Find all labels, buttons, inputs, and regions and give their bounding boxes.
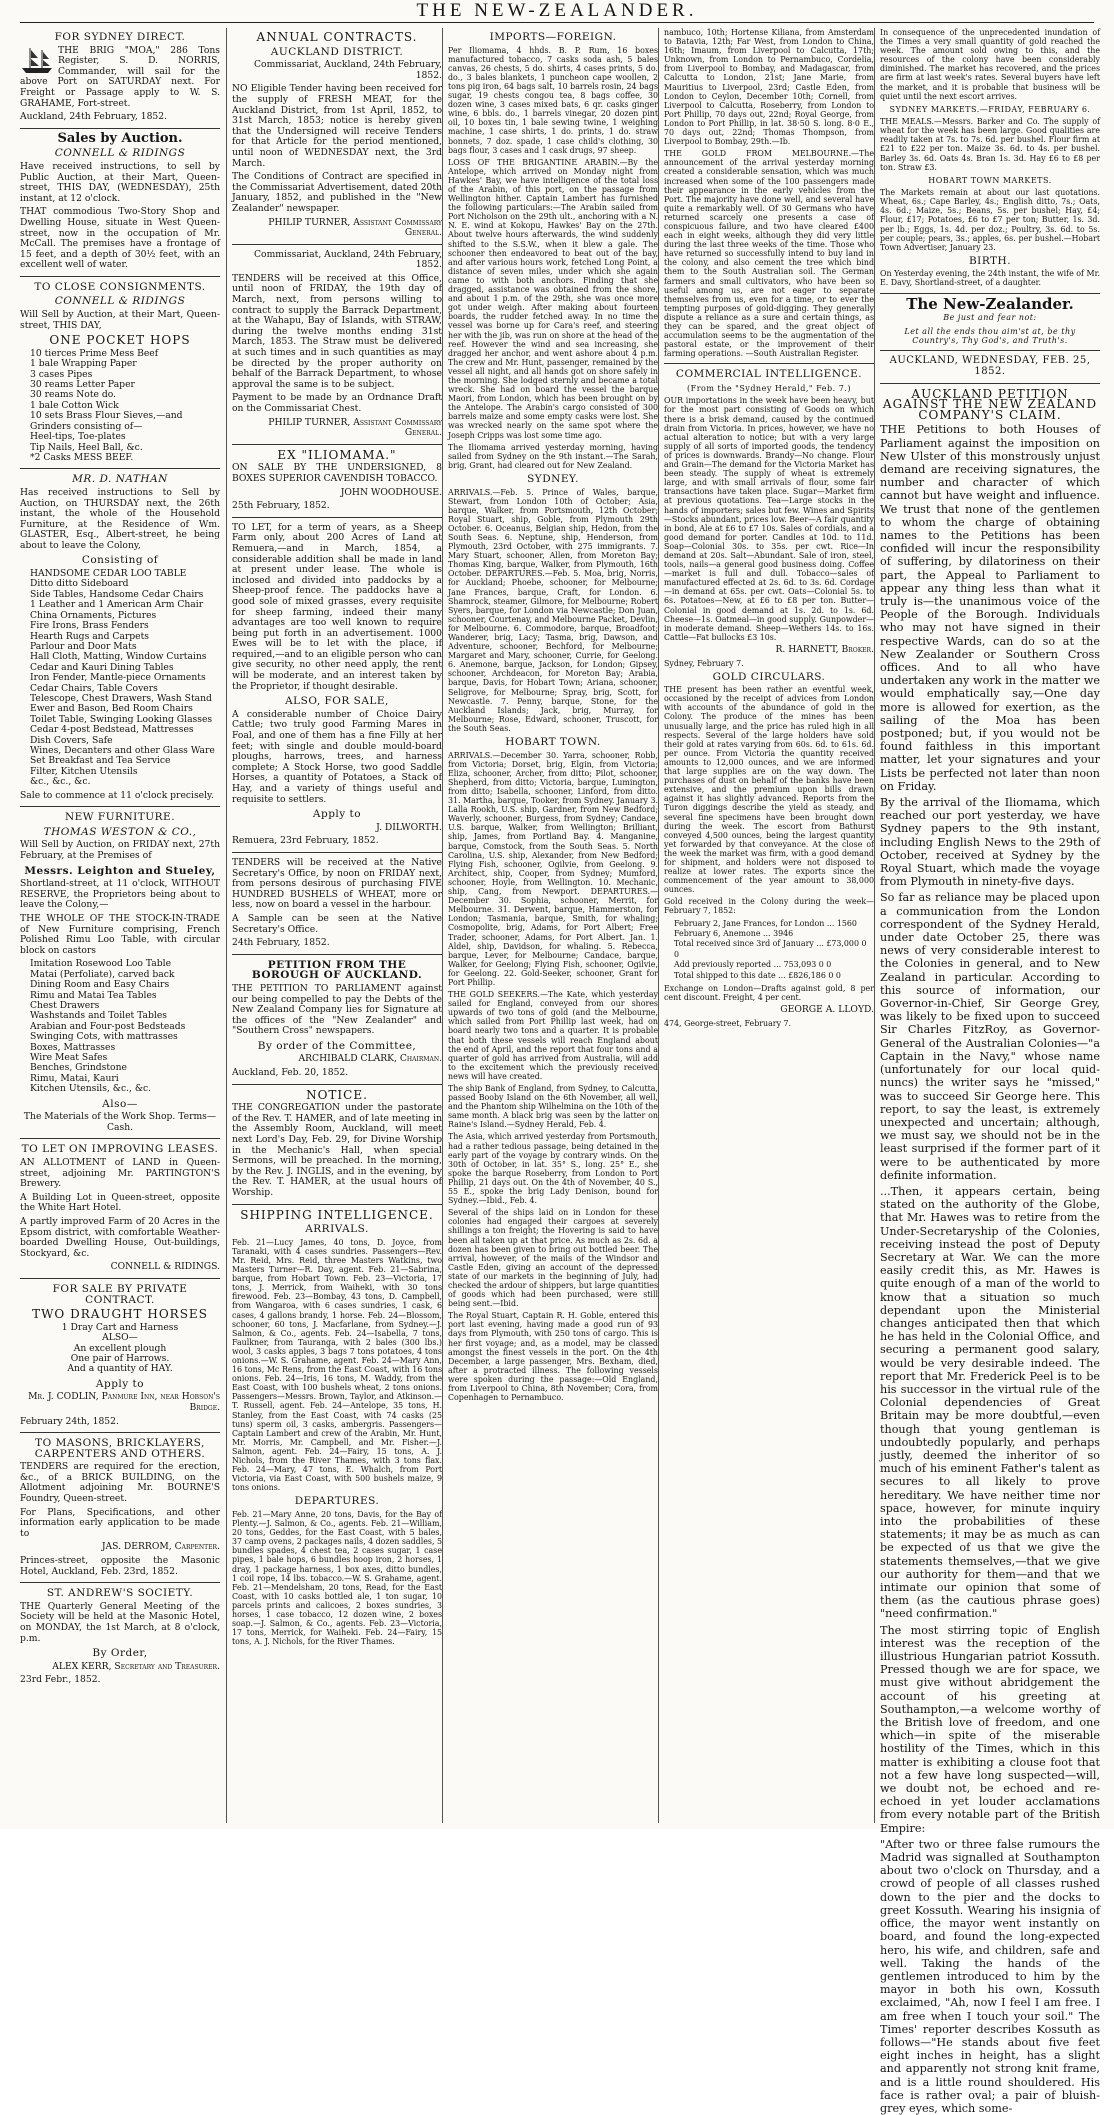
list-item: Toilet Table, Swinging Looking Glasses: [30, 713, 213, 725]
list-item: Fire Irons, Brass Fenders: [30, 620, 149, 632]
column-3: [442, 28, 658, 1823]
list-item: Arabian and Four-post Bedsteads: [30, 1020, 186, 1032]
sydney-heading: SYDNEY.: [527, 472, 579, 485]
tender-text: Payment to be made by an Ordnance Draft on the Commissariat Chest.: [232, 392, 442, 414]
editorial-paragraph: "After two or three false rumours the Madrid was signalled at Southampton about two o'clock on Thursday, and a crowd of people of all classes rushed down to the pier and the docks to greet Kossuth. Wearing his insignia of office, the mayor went instantly on board, and found the long-expected hero, his wife, and children, safe and well. Taking the hands of the gentlemen introduced to him by the mayor in both his own, Kossuth exclaimed, "Ah, now I feel I am free. I am free when I touch your soil." The Times' reporter describes Kossuth as follows—"He stands about five feet eight inches in height, has a slight and apparently not strong knit frame, and is a little round shouldered. His face is rather oval; a pair of bluish-grey eyes, which some-: [880, 1837, 1100, 2115]
departures-text: Feb. 21—Mary Anne, 20 tons, Davis, for the Bay of Plenty.—J. Salmon, & Co., agents. Feb. 21—William, 20 tons, Geddes, for the East Coast, with 5 bales, 37 camp ovens, 2 packages nails, 4 dozen saddles, 5 bundles spades, 4 chest tea, 2 cases sugar, 1 case pipes, 1 bale hops, 6 bundles hoop iron, 2 horses, 1 dray, 1 package harness, 1 box axes, ditto bundles, 1 coil rope, 14 lbs. tobacco.—W. S. Grahame, agent. Feb. 21—Mendelsham, 20 tons, Read, for the East Coast, with 10 casks bottled ale, 1 ton sugar, 10 parcels prints and calicoes, 2 boxes sundries, 3 horses, 1 case tobacco, 12 dozen wine, 2 boxes soap.—J. Salmon, & Co., agents. Feb. 23—Victoria, 17 tons, Merrick, for Waiheki. Feb. 24—Fairy, 15 tons, A. J. Nichols, for the River Thames.: [232, 1510, 442, 1647]
divider: [232, 444, 442, 445]
list-item: Parlour and Door Mats: [30, 640, 137, 652]
news-text: The Asia, which arrived yesterday from Portsmouth, had a rather tedious passage, being detained in the early part of the voyage by contrary winds. On the 30th of October, in lat. 35° S., long. 25° E., she spoke the barque Roseberry, from London to Port Phillip, 21 days out. On the 4th of November, 40 S., 55 E., spoke the brig Lady Denison, bound for Sydney.—Ibid., Feb. 4.: [448, 1132, 658, 1206]
news-text: The ship Bank of England, from Sydney, to Calcutta, passed Booby Island on the 6th November, all well, and the Phantom ship Wilhelmina on the 10th of the same month. A black brig was seen by the latter on Raine's Island.—Sydney Herald, Feb. 4.: [448, 1084, 658, 1130]
list-item: 1 Leather and 1 American Arm Chair: [30, 599, 204, 611]
divider: [20, 1278, 220, 1279]
list-item: Cedar Chairs, Table Covers: [30, 682, 158, 694]
divider: [880, 383, 1100, 384]
sale-text: ON SALE BY THE UNDERSIGNED, 8 BOXES SUPERIOR CAVENDISH TOBACCO.: [232, 462, 442, 484]
list-item: Chest Drawers: [30, 999, 100, 1011]
paper-title: The New-Zealander.: [906, 294, 1074, 313]
signature: R. HARNETT, Broker.: [775, 643, 874, 655]
departures-heading: DEPARTURES.: [294, 1495, 380, 1508]
shipping-heading: SHIPPING INTELLIGENCE.: [240, 1207, 434, 1222]
by-order-label: By Order,: [92, 1647, 148, 1660]
gold-text: THE present has been rather an eventful week, occasioned by the receipt of advices from London with accounts of the abundance of gold in the Colony. The produce of the mines has been unusually large, and the price has ruled high in all respects. Several of the large holders have sold their gold at rates varying from 60s. 6d. to 61s. 6d. per ounce. From Victoria the quantity received amounts to 12,000 ounces, and we are informed that large supplies are on the way down. The purchases of dust on behalf of the banks have been extensive, and the premium upon bills drawn against it has slightly advanced. Reports from the Turon diggings describe the yield as steady, and several fine specimens have been brought down during the week. The escort from Bathurst conveyed 4,500 ounces, being the largest quantity yet forwarded by that conveyance. At the close of the week the market was firm, with a good demand for shipment, and holders were not disposed to realize at lower rates. The exports since the commencement of the year amount to 38,000 ounces.: [664, 685, 874, 895]
auction-text: Will Sell by Auction, at their Mart, Queen-street, THIS DAY,: [20, 309, 220, 331]
list-item: Wire Meat Safes: [30, 1051, 108, 1063]
divider: [232, 244, 442, 245]
news-text: LOSS OF THE BRIGANTINE ARABIN.—By the Antelope, which arrived on Monday night from Hawkes' Bay, we have intelligence of the total loss of the Arabin, of this port, on the passage from Wellington hither. Captain Lambert has furnished the following particulars:—The Arabin sailed from Port Nicholson on the 29th ult., anchoring with a N. N. E. wind at Kokopu, Hawkes' Bay on the 27th. About twelve hours afterwards, the wind suddenly shifted to the S.S.W., when it blew a gale. The schooner then endeavored to beat out of the bay, and after various hours work, fetched Long Point, a distance of seven miles, under which she again came to with both anchors. Finding that she dragged, assistance was obtained from the shore, and about 1 p.m. of the 29th, she was once more got under weigh. After making about fourteen boards, the rudder fetched away. In no time the vessel was borne up for Cara's reef, and steering her with the jib, was run on shore at the head of the reef. However the wind and sea increasing, she dragged her anchor, and went ashore about 4 p.m. The crew and Mr. Hunt, passenger, remained by the vessel all night, and all hands got on shore safely in the morning. She lodged sternly and became a total wreck. She had on board the vessel the barque Maori, from London, which has been brought on by the Antelope. The Arabin's cargo consisted of 300 barrels maize and some empty casks were lost. She was wrecked nearly on the same spot where the Joseph Cripps was lost some time ago.: [448, 157, 658, 440]
list-item: Side Tables, Handsome Cedar Chairs: [30, 588, 204, 600]
annual-contracts-subheading: AUCKLAND DISTRICT.: [270, 45, 404, 58]
list-item: 10 tierces Prime Mess Beef: [30, 347, 159, 359]
signature: GEORGE A. LLOYD.: [780, 1004, 874, 1016]
farm-text: TO LET, for a term of years, as a Sheep Farm only, about 200 Acres of Land at Remuera,—and in March, 1854, a considerable addition shall be made in land at present under lease. The whole is inclosed and divided into paddocks by a Sheep-proof fence. The paddocks have a good sole of mixed grasses, every requisite for sheep farming, indeed their many advantages are too well known to require being put forth in an advertisement. 1000 Ewes will be to let with the place, if required,—and to an eligible person who can give security, no other need apply, the rent will be moderate, and an interest taken by the Proprietor, if thought desirable.: [232, 521, 442, 692]
tender-text: NO Eligible Tender having been received for the supply of FRESH MEAT, for the Auckland District, from 1st April, 1852, to 31st March, 1853; notice is hereby given that the Undersigned will receive Tenders for that Article for the period mentioned, until noon of WEDNESDAY next, the 3rd March.: [232, 83, 442, 169]
auctioneer-name: CONNELL & RIDINGS: [54, 295, 186, 308]
news-text: The Royal Stuart, Captain R. H. Goble, entered this port last evening, having made a good run of 93 days from Plymouth, with 250 tons of cargo. This is her first voyage; and, as a model, may be classed amongst the finest vessels in the port. On the 4th December, a large passenger, Mrs. Bexham, died, after a protracted illness. The following vessels were spoken during the passage:—Old England, from Liverpool to China, 8th November; Cora, from Copenhagen to Pernambuco.: [448, 1311, 658, 1403]
birth-heading: BIRTH.: [968, 254, 1012, 267]
signature: CONNELL & RIDINGS.: [110, 1261, 220, 1273]
tender-text: TENDERS will be received at the Native Secretary's Office, by noon on FRIDAY next, from persons desirous of purchasing FIVE HUNDRED BUSHELS of WHEAT, more or less, now on board a vessel in the harbour.: [232, 856, 442, 911]
list-item: Imitation Rosewood Loo Table: [30, 958, 172, 970]
column-5: [874, 28, 1100, 2115]
hobart-news-text: ARRIVALS.—December 30. Yarra, schooner, Robb, from Victoria; Dorset, brig, Elgin, from Victoria; Eliza, schooner, Archer, from ditto; Pilot, schooner, Shepherd, from ditto; Victoria, barque, Lumington, from ditto; Isabella, schooner, Linford, from ditto. 31. Martha, barque, Tooker, from Sydney. January 3. Lalla Rookh, U.S. ship, Gardner, from New Bedford; Waverly, schooner, Burgess, from Sydney; Candace, U.S. barque, Walker, from Wellington; Brilliant, ship, James, from Portland Bay. 4. Manganine, barque, Comstock, from the South Seas. 5. North Carolina, U.S. ship, Alexander, from New Bedford; Flying Fish, schooner, Ogilvie, from Geelong. 9. Architect, ship, Cooper, from Sydney; Mumford, schooner, Hoyle, from Wellington. 10. Mechanic, ship, Cang, from Newport. DEPARTURES.—December 30. Sophia, schooner, Merrit, for Melbourne. 31. Derwent, barque, Hammerston, for London; Tasmania, barque, Smith, for whaling; Cosmopolite, brig, Adams, for Port Albert; Free Trader, schooner, Adams, for Port Albert. Jan. 1. Aldel, ship, Davidson, for whaling. 5. Rebecca, barque, Lever, for Melbourne; Candace, barque, Walker, for Geelong; Flying Fish, schooner, Ogilvie, for Geelong. 22. Gold-Seeker, schooner, Grant for Port Phillip.: [448, 750, 658, 987]
signature: JAS. DERROM, Carpenter.: [101, 1541, 220, 1553]
birth-text: On Yesterday evening, the 24th instant, the wife of Mr. E. Davy, Shortland-street, of a daughter.: [880, 269, 1100, 288]
petition-text: THE PETITION TO PARLIAMENT against our being compelled to pay the Debts of the New Zealand Company lies for Signature at the offices of the "New Zealander" and "Southern Cross" newspapers.: [232, 982, 442, 1037]
list-item: Iron Fender, Mantle-piece Ornaments: [30, 672, 206, 684]
sydney-news-text: ARRIVALS.—Feb. 5. Prince of Wales, barque, Stewart, from London 10th of October; Asia, barque, Walker, from Portsmouth, 12th October; Royal Stuart, ship, Goble, from Plymouth 29th October. 6. Oceanus, Belgian ship, Hedon, from the South Seas. 6. Neptune, ship, Henderson, from Plymouth, 23rd October, with 275 immigrants. 7. Mary Stuart, schooner, Allen, from Moreton Bay; Thomas King, barque, Walker, from Plymouth, 16th October. DEPARTURES.—Feb. 5. Moa, brig, Norris, for Auckland; Phoebe, schooner, for Melbourne; Jane Frances, barque, Craft, for London. 6. Shamrock, steamer, Gilmore, for Melbourne; Robert Syers, barque, for London via Newcastle; Don Juan, schooner, Courtenay, and Melbourne Packet, Devlin, for Melbourne. 6. Commodore, barque, Broadfoot; Wanderer, brig, Lacy; Tasma, brig, Dawson, and Adventure, schooner, Bechford, for Melbourne; Margaret and Mary, schooner, Currie, for Geelong. 6. Anemone, barque, Jackson, for London; Gipsey, schooner, Archdeacon, for Moreton Bay; Arabia, barque, Davis, for Hobart Town; Ariana, schooner, Seligrove, for Melbourne; Spray, brig, Scott, for Newcastle. 7. Penny, barque, Stone, for the Auckland Islands; Jack, brig, Murray, for Melbourne; Rose, Edward, schooner, Truscott, for the South Seas.: [448, 487, 658, 733]
divider: [20, 128, 220, 129]
notice-place: Commissariat, Auckland, 24th February, 1852.: [254, 248, 442, 271]
list-item: Ewer and Bason, Bed Room Chairs: [30, 703, 193, 715]
list-item: 30 reams Note do.: [30, 389, 117, 401]
list-item: Rimu and Matai Tea Tables: [30, 989, 157, 1001]
hops-list: [30, 349, 220, 463]
news-text: THE GOLD FROM MELBOURNE.—The announcement of the arrival yesterday morning created a considerable sensation, which was much increased when some of the 100 passengers made their appearance in the early vehicles from the Port. The majority have done well, and several have quite a remarkably well. Of 30 Germans who have returned scarcely one presents a case of conspicuous failure, and two have cleared £400 each in eight weeks, although they did very little during the last three weeks of the time. Those who have returned so successfully intend to buy land in the colony, and also cement the tree which bind them to the South Australian soil. The German farmers and small cultivators, who have been so useful among us, are not eager to separate themselves from us, even for a time, or to ever the tempting purposes of gold-digging. They generally dispute a reliance as a sure and certain things, as they can be spared, and the great object of accumulation seems to be the augmentation of the pastoral estate, or the improvement of their farming operations. —South Australian Register.: [664, 149, 874, 359]
list-item: &c., &c., &c.: [30, 776, 91, 788]
list-item: Rimu, Matai, Kauri: [30, 1072, 119, 1084]
lease-text: A Building Lot in Queen-street, opposite the White Hart Hotel.: [20, 1191, 220, 1214]
gold-circulars-heading: GOLD CIRCULARS.: [712, 670, 826, 683]
list-item: Filter, Kitchen Utensils: [30, 765, 138, 777]
list-item: Heel-tips, Toe-plates: [30, 431, 126, 443]
list-item: Washstands and Toilet Tables: [30, 1010, 168, 1022]
gold-text: Gold received in the Colony during the week—February 7, 1852:: [664, 897, 874, 916]
auction-text: Shortland-street, at 11 o'clock, WITHOUT RESERVE, the Proprietors being about to leave the Colony,—: [20, 878, 220, 911]
ad-date: 24th February, 1852.: [232, 937, 330, 949]
list-item: 1 bale Cotton Wick: [30, 399, 119, 411]
new-furniture-heading: NEW FURNITURE.: [64, 811, 176, 824]
commercial-heading: COMMERCIAL INTELLIGENCE.: [675, 368, 863, 381]
editorial-paragraph: The most stirring topic of English interest was the reception of the illustrious Hungarian patriot Kossuth. Pressed though we are for space, we must give without abridgement the account of his greeting at Southampton,—a welcome worthy of the British love of freedom, and one which—in spite of the miserable hostility of the Times, which in this matter is exhibiting a clouse foot that not a few have long suspected—will, we doubt not, be echoed and re-echoed in yet louder acclamations from every notable part of the British Empire:: [880, 1623, 1100, 1835]
list-item: Hall Cloth, Matting, Window Curtains: [30, 651, 207, 663]
list-item: *2 Casks MESS BEEF.: [30, 451, 134, 463]
masons-heading: TO MASONS, BRICKLAYERS, CARPENTERS AND OTHERS.: [34, 1437, 206, 1460]
divider: [20, 1582, 220, 1583]
also-label: Also—: [102, 1097, 138, 1110]
list-item: 1 bale Wrapping Paper: [30, 358, 137, 370]
column-4: [658, 28, 874, 1823]
ad-address: Princes-street, opposite the Masonic Hotel, Auckland, Feb. 23rd, 1852.: [20, 1555, 220, 1577]
signature: ALEX KERR, Secretary and Treasurer.: [52, 1660, 220, 1672]
sydney-ad-text: THE BRIG "MOA," 286 Tons Register, S. D. NORRIS, Commander, will sail for the above Port on SATURDAY next. For Freight or Passage apply to W. S. GRAHAME, Fort-street.: [20, 44, 220, 109]
lease-text: AN ALLOTMENT of LAND in Queen-street, adjoining Mr. PARTINGTON'S Brewery.: [20, 1156, 220, 1190]
horses-title: TWO DRAUGHT HORSES: [32, 1307, 208, 1322]
ad-date: Sydney, February 7.: [664, 658, 744, 668]
divider: [20, 1432, 220, 1433]
auctioneer-name: THOMAS WESTON & CO.,: [43, 825, 197, 838]
tender-text: A Sample can be seen at the Native Secretary's Office.: [232, 912, 442, 935]
sydney-ad-date: Auckland, 24th February, 1852.: [20, 111, 168, 123]
divider: [20, 1138, 220, 1139]
list-item: 10 sets Brass Flour Sieves,—and: [30, 410, 183, 422]
hops-title: ONE POCKET HOPS: [49, 333, 191, 348]
list-item: One pair of Harrows.: [70, 1352, 170, 1364]
table-row: Total received since 3rd of January ... £73,000 0 0: [674, 939, 867, 959]
tender-text: The Conditions of Contract are specified in the Commissariat Advertisement, dated 20th January, 1852, and published in the "New Zealander" newspaper.: [232, 171, 442, 214]
editorial-paragraph: THE Petitions to both Houses of Parliament against the imposition on New Ulster of this monstrously unjust demand are receiving signatures, the number and character of which cannot but have weight and influence. We trust that none of the gentlemen to whom the charge of obtaining names to the Petitions has been confided will incur the responsibility of suffering, by dilatoriness on their part, the Appeal to Parliament to appear any thing less than what it truly is—the unanimous voice of the People of the Borough. Individuals who may not have signed in their respective Wards, can do so at the New Zealander or Southern Cross offices. And to all who have undertaken any work in the matter we would emphatically say,—One day more is allowed for exertion, as the sailing of the Moa has been postponed; but, if you would not be found faithless in this important matter, let your signatures and your Lists be perfected not later than noon on Friday.: [880, 423, 1100, 793]
list-item: Telescope, Chest Drawers, Wash Stand: [30, 692, 212, 704]
premises-name: Messrs. Leighton and Stueley,: [24, 864, 216, 877]
motto: Let all the ends thou aim'st at, be thy Country's, Thy God's, and Truth's.: [904, 326, 1076, 345]
divider: [20, 806, 220, 807]
list-item: Tip Nails, Heel Ball, &c.: [30, 441, 143, 453]
markets-text: The Markets remain at about our last quotations. Wheat, 6s.; Cape Barley, 4s.; English ditto, 7s.; Oats, 4s. 6d.; Maize, 5s.; Beans, 5s. per bushel; Hay, £4; Flour, £17; Potatoes, £6 to £7 per ton; Butter, 1s. 3d. per lb.; Eggs, 1s. 4d. per doz.; Poultry, 3s. 6d. to 5s. per couple; pears, 3s.; apples, 6s. per bushel.—Hobart Town Advertiser, January 23.: [880, 188, 1100, 252]
petition-heading: PETITION FROM THE BOROUGH OF AUCKLAND.: [251, 958, 423, 982]
list-item: Swinging Cots, with mattrasses: [30, 1031, 178, 1043]
auctioneer-name: MR. D. NATHAN: [72, 473, 168, 486]
divider: [232, 954, 442, 955]
arrivals-text: Feb. 21—Lucy James, 40 tons, D. Joyce, from Taranaki, with 4 cases sundries. Passengers—Rev. Mr. Reid, Mrs. Reid, three Masters Watkins, two Masters Turner—R. Day, agent. Feb. 21—Sabrina, barque, from Hobart Town. Feb. 23—Victoria, 17 tons, J. Merrick, from Waiheki, with 30 tons firewood. Feb. 23—Bombay, 43 tons, D. Campbell, from Wangaroa, with 6 cases sundries, 1 cask, 6 cases, 4 gallons brandy, 1 horse. Feb. 24—Blossom, schooner, 60 tons, J. Macfarlane, from Sydney.—J. Salmon, & Co., agents. Feb. 24—Isabella, 7 tons, Faulkner, from Tauranga, with 2 bales (300 lbs.) wool, 3 casks apples, 3 bags 7 tons potatoes, 4 tons onions.—W. S. Grahame, agent. Feb. 24—Mary Ann, 16 tons, Mc Rens, from the East Coast, with 16 tons onions. Feb. 24—Iris, 16 tons, M. Waddy, from the East Coast, with 100 bushels wheat, 2 tons onions. Passengers—Messrs. Brown, Taylor, and Atkinson.—T. Russell, agent. Feb. 24—Antelope, 35 tons, H. Stanley, from the East Coast, with 74 casks (25 tuns) sperm oil, 3 casks, ambergris. Passengers—Captain Lambert and crew of the Arabin, Mr. Hunt, Mr. Morris, Mr. Campbell, and Mr. Fisher.—J. Salmon, agent. Feb. 24—Fairy, 15 tons, A. J. Nichols, from the River Thames, with 3 tons flax. Feb. 24—Mary, 47 tons, E. Whalch, from Port Victoria, via East Coast, with 500 bushels maize, 9 tons onions.: [232, 1237, 442, 1493]
divider: [20, 468, 220, 469]
editorial-paragraph: ...Then, it appears certain, being stated on the authority of the Globe, that Mr. Hawes was to retire from the Under-Secretaryship of the Colonies, receiving instead the post of Deputy Secretary at War. We can the more easily credit this, as Mr. Hawes is quite enough of a man of the world to know that a situation so much dependant upon the Ministerial changes anticipated then that which he has held in the Colonial Office, and securing a permanent good salary, would be very desirable indeed. The report that Mr. Frederick Peel is to be his successor in the virtual rule of the Colonial dependencies of Great Britain may be more doubtful,—even though that young gentleman is undoubtedly popularly, and perhaps justly, deemed the inheritor of so much of his eminent Father's talent as secures to all likely to prove hereditary. We have neither time nor space, however, for minute inquiry into the probabilities of these statements; it may be as much as can be expected of us that we give the statements themselves,—that we give our authority for them—and that we intimate our opinion that some of them (as the cautious phrase goes) "need confirmation.": [880, 1184, 1100, 1621]
by-order-label: By order of the Committee,: [257, 1039, 417, 1052]
commercial-text: OUR importations in the week have been heavy, but for the most part consisting of Goods on which there is a brisk demand, caused by the continued drain from Victoria. In prices, however, we have no actual alteration to notice; but with a very large supply of all sorts of imported goods, the tendency of prices is downwards. Brandy—No change. Flour and Grain—The demand for the Victoria Market has been steady. The supply of wheat is extremely large, and with small arrivals of flour, some fair transactions have taken place. Sugar—Market firm at previous quotations. Tea—Large stocks in the hands of importers; sales but few. Wines and Spirits—Stocks abundant, prices low. Beer—A fair quantity in bond, Ale at £6 to £7 10s. Sales of cordials, and a good demand for porter. Candles at 10d. to 11d. Soap—Colonial 30s. to 35s. per cwt. Rice—In demand at 20s. Salt—Abundant. Sale of iron, steel, tools, nails—a general good business doing. Coffee—market is full and dull. Tobacco—sales of manufactured effected at 2s. 6d. to 3s. 6d. Cordage—in demand at 65s. per cwt. Oats—Colonial 5s. to 6s. Potatoes—New, at £6 to £8 per ton. Butter—Colonial in good demand at 1s. 2d. to 1s. 6d. Cheese—1s. Oatmeal—in good supply. Gunpowder—in moderate demand. Sheep—Wethers 14s. to 16s. Cattle—Fat bullocks £3 10s.: [664, 396, 874, 642]
ad-date: February 24th, 1852.: [20, 1415, 119, 1427]
editorial-date: AUCKLAND, WEDNESDAY, FEB. 25, 1852.: [889, 355, 1091, 377]
editorial-paragraph: So far as reliance may be placed upon a communication from the London correspondent of the Sydney Herald, under date October 25, there was news of very considerable interest to the Colonies in general, and to New Zealand in particular. According to this source of information, our Governor-in-Chief, Sir George Grey, was likely to be fixed upon to succeed Sir Charles FitzRoy, as Governor-General of the Australian Colonies—"a Captain in the Navy," whose name (unfortunately for our local quid-nuncs) the writer says he "missed," was to succeed Sir George here. This report, to say the least, is extremely unexpected and uncertain; although, we must say, we should not be in the least surprised if the former part of it were to be authenticated by more definite information.: [880, 891, 1100, 1182]
column-1: [20, 28, 220, 1823]
list-item: ALSO—: [102, 1332, 138, 1344]
auction-text: THAT commodious Two-Story Shop and Dwelling House, situate in West Queen-street, now in the occupation of Mr. McCall. The premises have a frontage of 15 feet, and a depth of 30½ feet, with an excellent well of water.: [20, 206, 220, 271]
auction-text: Sale to commence at 11 o'clock precisely.: [20, 789, 214, 801]
gold-text: Exchange on London—Drafts against gold, 8 per cent discount. Freight, 4 per cent.: [664, 983, 874, 1003]
sydney-ad-heading: FOR SYDNEY DIRECT.: [54, 31, 186, 43]
table-row: February 6, Anemone ... 3946: [674, 928, 794, 938]
list-item: Boxes, Mattrasses: [30, 1041, 116, 1053]
hobart-heading: HOBART TOWN.: [505, 736, 601, 749]
editorial-heading: AUCKLAND PETITION AGAINST THE NEW ZEALAND COMPANY'S CLAIM.: [882, 386, 1098, 422]
leases-heading: TO LET ON IMPROVING LEASES.: [21, 1143, 219, 1156]
list-item: Matai (Perfoliate), carved back: [30, 968, 175, 980]
ad-date: Auckland, Feb. 20, 1852.: [232, 1067, 349, 1079]
auction-text: Will Sell by Auction, on FRIDAY next, 27th February, at the Premises of: [20, 839, 220, 861]
list-item: An excellent plough: [73, 1342, 167, 1354]
ad-date: 25th February, 1852.: [232, 500, 330, 512]
sydney-markets-heading: SYDNEY MARKETS.—FRIDAY, FEBRUARY 6.: [889, 104, 1091, 114]
list-item: Wines, Decanters and other Glass Ware: [30, 744, 215, 756]
ship-icon: [20, 46, 54, 76]
divider: [880, 293, 1100, 294]
list-item: Kitchen Utensils, &c., &c.: [30, 1083, 152, 1095]
divider: [232, 1084, 442, 1085]
motto: Be just and fear not:: [943, 313, 1037, 323]
list-item: Grinders consisting of—: [30, 420, 143, 432]
list-item: Cedar and Kauri Dining Tables: [30, 661, 174, 673]
apply-label: Apply to: [312, 808, 362, 821]
list-item: 3 cases Pipes: [30, 368, 93, 380]
divider: [20, 276, 220, 277]
divider: [880, 350, 1100, 351]
signature: PHILIP TURNER, Assistant Commissary General.: [268, 216, 442, 239]
list-item: Dining Room and Easy Chairs: [30, 979, 170, 991]
furniture-list: [30, 569, 220, 788]
iliomama-heading: EX "ILIOMAMA.": [277, 447, 397, 462]
table-row: Total shipped to this date ... £826,186 0 0: [674, 970, 841, 980]
stock-list: [30, 959, 220, 1094]
tender-text: TENDERS will be received at this Office, until noon of FRIDAY, the 19th day of March, next, from persons willing to contract to supply the Barrack Department, at the Wahapu, Bay of Islands, with STRAW, during the twelve months ending 31st March, 1853. The Straw must be delivered at such times and in such quantities as may be directed by the proper authority on behalf of the Barrack Department, to whose approval the same is to be subject.: [232, 272, 442, 390]
list-item: Set Breakfast and Tea Service: [30, 755, 171, 767]
notice-place: Commissariat, Auckland, 24th February, 1852.: [254, 59, 442, 81]
signature: Mr. J. CODLIN, Panmure Inn, near Hobson's Bridge.: [28, 1391, 220, 1413]
list-item: Hearth Rugs and Carpets: [30, 630, 150, 642]
notice-heading: NOTICE.: [306, 1087, 368, 1102]
commercial-source: (From the "Sydney Herald," Feb. 7.): [687, 383, 851, 393]
hobart-markets-heading: HOBART TOWN MARKETS.: [928, 175, 1052, 185]
sales-by-auction-heading: Sales by Auction.: [57, 130, 183, 146]
divider: [664, 363, 874, 364]
news-text: In consequence of the unprecedented inundation of the Times a very small quantity of gold reached the week. The amount sold owing to this, and the resources of the colony have been considerably diminished. The market has recovered, and the prices are firm at last week's rates. Several buyers have left the market, and it is probable that business will be quiet until the next escort arrives.: [880, 28, 1100, 101]
table-row: Add previously reported ... 753,093 0 0: [674, 960, 832, 970]
imports-heading: IMPORTS—FOREIGN.: [489, 31, 617, 43]
consignments-heading: TO CLOSE CONSIGNMENTS.: [34, 280, 206, 293]
list-item: Dish Covers, Safe: [30, 734, 113, 746]
ad-date: 23rd Febr., 1852.: [20, 1674, 101, 1686]
st-andrews-heading: ST. ANDREW'S SOCIETY.: [46, 1587, 194, 1600]
notice-text: THE CONGREGATION under the pastorate of the Rev. T. HAMER, and of late meeting in the Assembly Room, Auckland, will meet next Lord's Day, Feb. 29, for Divine Worship in the Mechanic's Hall, when special Sermons, will be preached. In the morning, by the Rev. J. INGLIS, and in the evening, by the Rev. T. HAMER, at the usual hours of Worship.: [232, 1102, 442, 1198]
private-contract-heading: FOR SALE BY PRIVATE CONTRACT.: [52, 1282, 188, 1306]
gold-table: [674, 919, 874, 981]
list-item: HANDSOME CEDAR LOO TABLE: [30, 568, 187, 580]
meeting-text: THE Quarterly General Meeting of the Society will be held at the Masonic Hotel, on MONDAY, the 1st March, at 8 o'clock, p.m.: [20, 1600, 220, 1644]
news-text: Several of the ships laid on in London for these colonies had engaged their cargoes at severely shillings a ton freight; the Hovering is said to have been all taken up at that price. As much as 2s. 6d. a dozen has been given to bring out bottled beer. The arrival, however, of the mails of the Windsor and Castle Eden, giving an account of the depressed state of our markets in the beginning of July, had checked the ardour of shippers, but large quantities of goods which had been purchased, were still being sent.—Ibid.: [448, 1208, 658, 1309]
ad-date: 474, George-street, February 7.: [664, 1018, 792, 1028]
table-row: February 2, Jane Frances, for London ... 1560: [674, 918, 857, 928]
annual-contracts-heading: ANNUAL CONTRACTS.: [256, 30, 418, 44]
signature: ARCHIBALD CLARK, Chairman.: [298, 1053, 442, 1065]
signature: PHILIP TURNER, Assistant Commissary General.: [268, 416, 442, 439]
divider: [232, 852, 442, 853]
tender-text: TENDERS are required for the erection, &c., of a BRICK BUILDING, on the Allotment adjoining Mr. BOURNE'S Foundry, Queen-street.: [20, 1461, 220, 1505]
farm-text: A considerable number of Choice Dairy Cattle; two truly good Farming Mares in Foal, and one of them has a fine Filly at her feet; with single and double mould-board ploughs, harrows, trees, and harness complete; A Stock Horse, two good Saddle Horses, a quantity of Potatoes, a Stack of Hay, and a variety of things useful and requisite to settlers.: [232, 708, 442, 805]
signature: J. DILWORTH.: [376, 821, 442, 833]
markets-text: THE MEALS.—Messrs. Barker and Co. The supply of wheat for the week has been large. Good qualities are readily taken at 7s. to 7s. 6d. per bushel. Flour firm at £21 to £22 per ton. Maize 3s. 6d. to 4s. per bushel. Barley 3s. 6d. Oats 4s. Bran 1s. 3d. Hay £6 to £8 per ton. Straw £3.: [880, 117, 1100, 172]
arrivals-heading: ARRIVALS.: [305, 1223, 369, 1236]
auctioneer-name: CONNELL & RIDINGS: [54, 147, 186, 160]
list-item: 30 reams Letter Paper: [30, 379, 135, 391]
divider: [232, 1204, 442, 1205]
ad-date: Remuera, 23rd February, 1852.: [232, 835, 379, 847]
masthead-rule: [20, 22, 1094, 23]
list-intro: Consisting of: [81, 554, 159, 567]
lease-text: A partly improved Farm of 20 Acres in the Epsom district, with comfortable Weather-boarded Dwelling House, Out-buildings, Stockyard, &c.: [20, 1215, 220, 1259]
tender-text: For Plans, Specifications, and other information early application to be made to: [20, 1506, 220, 1539]
auction-text: Has received instructions to Sell by Auction, on THURSDAY next, the 26th instant, the whole of the Household Furniture, at the Residence of Wm. GLASTER, Esq., Albert-street, he being about to leave the Colony,: [20, 486, 220, 551]
list-item: Cedar 4-post Bedstead, Mattresses: [30, 724, 194, 736]
divider: [232, 517, 442, 518]
also-for-sale-label: ALSO, FOR SALE,: [285, 695, 389, 708]
list-item: Benches, Grindstone: [30, 1062, 127, 1074]
auction-text: The Materials of the Work Shop. Terms—Cash.: [23, 1111, 217, 1133]
news-text: nambuco, 10th; Hortense Kiliana, from Amsterdam to Batavia, 12th; Far West, from London to China, 16th; Imaum, from Liverpool to Calcutta, 17th; Unknown, from London to Pernambuco, Cordelia, from Liverpool to Bombay, and Madagascar, from Calcutta to London, 21st; Jane Marie, from Mauritius to Liverpool, 23rd; Castle Eden, from London to Ceylon, December 10th; Cornell, from Liverpool to Calcutta, Roseberry, from London to Port Phillip, 70 days out, 22nd; Royal George, from London to Port Phillip, in lat. 38·50 S. long. 8·0 E., 70 days out, 22nd; Thomas Thompson, from Liverpool to Bombay, 29th.—Ib.: [664, 28, 874, 147]
signature: JOHN WOODHOUSE.: [340, 486, 442, 498]
masthead: THE NEW-ZEALANDER.: [416, 0, 698, 21]
apply-label: Apply to: [95, 1377, 145, 1390]
imports-text: Per Iliomama, 4 hhds. B. P. Rum, 16 boxes manufactured tobacco, 7 casks soda ash, 5 bales canvas, 26 chests, 5 do. shirts, 4 cases prints, 5 do. do., 3 bales blankets, 1 puncheon cape woollen, 2 tons pig iron, 64 bags salt, 10 barrels rosin, 24 bags sugar, 19 chests congou tea, 8 bags coffee, 30 dozen wine, 3 cases mixed bats, 6 qr. casks ginger wine, 6 bbls. do., 1 barrels vinegar, 20 dozen pint oil, 10 boxes tin, 1 bale sewing twine, 1 weighing machine, 1 case shirts, 1 do. prints, 1 do. straw bonnets, 7 doz. spade, 1 case child's clothing, 30 bags flour, 3 cases and 1 cask drugs, 97 sheep.: [448, 45, 658, 155]
list-item: Ditto ditto Sideboard: [30, 578, 129, 590]
auction-text: THE WHOLE OF THE STOCK-IN-TRADE of New Furniture comprising, French Polished Rimu Loo Table, with circular block on castors: [20, 912, 220, 956]
news-text: THE GOLD SEEKERS.—The Kate, which yesterday sailed for England, conveyed from our shores upwards of two tons of gold (and the Melbourne, which sailed from Port Phillip last week, had on board nearly two tons and a quarter. It is probable that both these vessels will reach England about the end of April, and the report that four tons and a quarter of gold has arrived from Australia, will add to the excitement which the previously received news will have created.: [448, 990, 658, 1081]
news-text: The Iliomama arrived yesterday morning, having sailed from Sydney on the 9th instant.—The Sarah, brig, Grant, had cleared out for New Zealand.: [448, 442, 658, 470]
list-item: And a quantity of HAY.: [67, 1363, 173, 1375]
list-item: 1 Dray Cart and Harness: [61, 1321, 179, 1333]
horses-list: [20, 1323, 220, 1375]
auction-text: Have received instructions, to sell by Public Auction, at their Mart, Queen-street, THIS DAY, (WEDNESDAY), 25th instant, at 12 o'clock.: [20, 160, 220, 204]
editorial-paragraph: By the arrival of the Iliomama, which reached our port yesterday, we have Sydney papers to the 9th instant, including English News to the 29th of October, received at Sydney by the Royal Stuart, which made the voyage from Plymouth in ninety-five days.: [880, 796, 1100, 889]
list-item: China Ornaments, Pictures: [30, 609, 157, 621]
editorial-body: [880, 423, 1100, 2115]
column-2: [226, 28, 442, 1823]
